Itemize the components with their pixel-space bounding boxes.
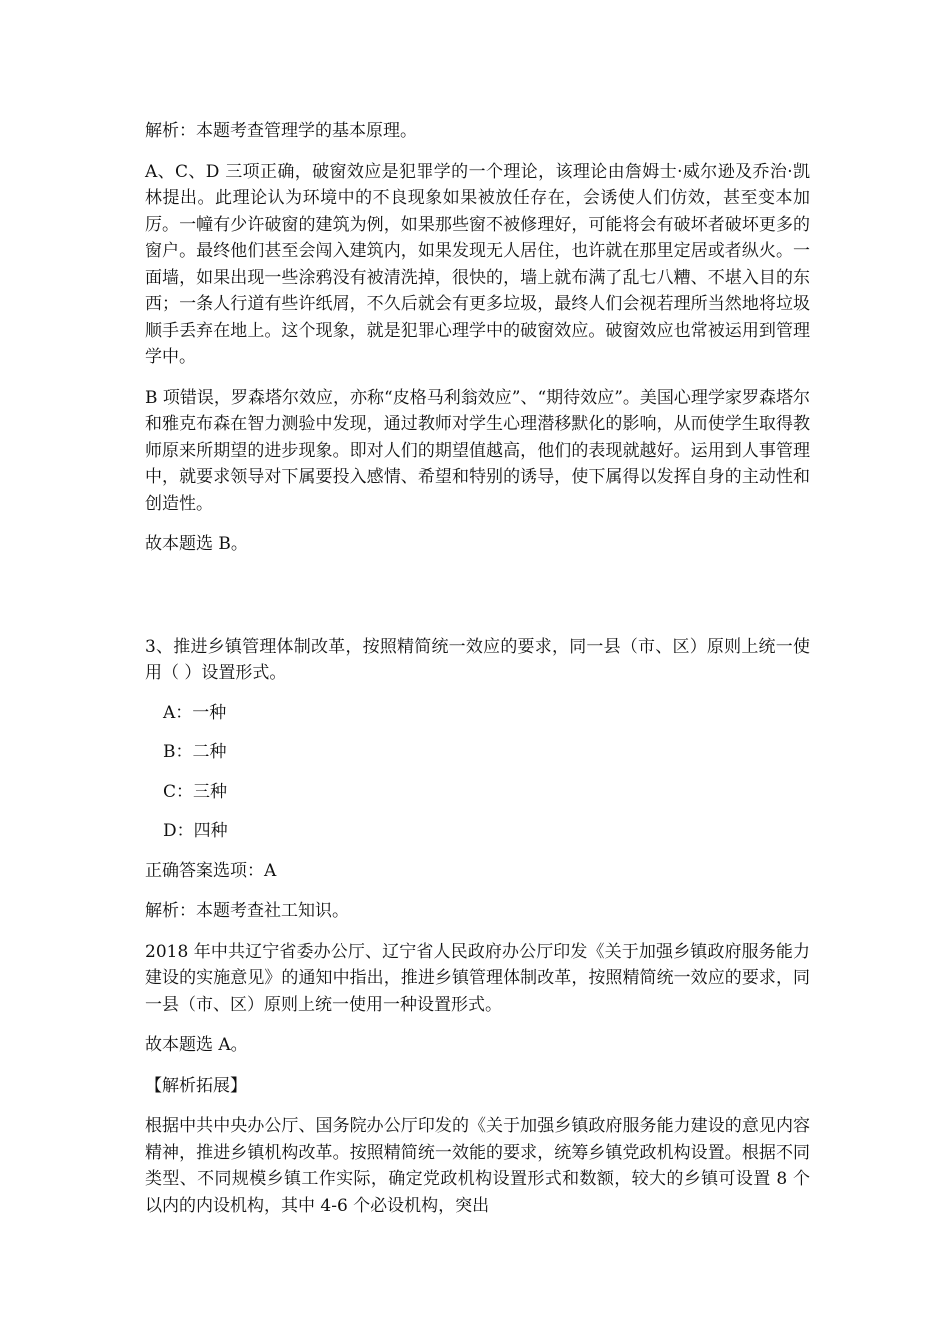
option-b: B：二种: [163, 742, 227, 762]
option-b-explanation: B 项错误，罗森塔尔效应，亦称“皮格马利翁效应”、“期待效应”。美国心理学家罗森塔尔和雅克布森在智力测验中发现，通过教师对学生心理潜移默化的影响，从而使学生取得教师原来所期望的进步现象。即对人们的期望值越高，他们的表现就越好。运用到人事管理中，就要求领导对下属要投入感情、希望和特别的诱导，使下属得以发挥自身的主动性和创造性。: [145, 387, 810, 514]
analysis-text: 解析：本题考查管理学的基本原理。: [145, 121, 417, 141]
option-c: C：三种: [163, 781, 228, 802]
section-spacer: [145, 572, 810, 634]
answer-explanation: 2018 年中共辽宁省委办公厅、辽宁省人民政府办公厅印发《关于加强乡镇政府服务能力建设的实施意见》的通知中指出，推进乡镇管理体制改革，按照精简统一效应的要求，同一县（市、区）原则上统一使用一种设置形式。: [145, 941, 810, 1015]
correct-answer: 正确答案选项：A: [145, 860, 277, 881]
analysis-text: 解析：本题考查社工知识。: [145, 901, 349, 921]
option-d: D：四种: [163, 821, 228, 841]
conclusion-text: 故本题选 A。: [145, 1035, 248, 1055]
option-a: A：一种: [163, 702, 227, 723]
extension-heading: 【解析拓展】: [145, 1075, 247, 1096]
question-stem: 3、推进乡镇管理体制改革，按照精简统一效应的要求，同一县（市、区）原则上统一使用（ ）设置形式。: [145, 636, 810, 683]
option-acd-explanation: A、C、D 三项正确，破窗效应是犯罪学的一个理论，该理论由詹姆士·威尔逊及乔治·凯林提出。此理论认为环境中的不良现象如果被放任存在，会诱使人们仿效，甚至变本加厉。一幢有少许破窗的建筑为例，如果那些窗不被修理好，可能将会有破坏者破坏更多的窗户。最终他们甚至会闯入建筑内，如果发现无人居住，也许就在那里定居或者纵火。一面墙，如果出现一些涂鸦没有被清洗掉，很快的，墙上就布满了乱七八糟、不堪入目的东西；一条人行道有些许纸屑，不久后就会有更多垃圾，最终人们会视若理所当然地将垃圾顺手丢弃在地上。这个现象，就是犯罪心理学中的破窗效应。破窗效应也常被运用到管理学中。: [145, 161, 810, 367]
conclusion-text: 故本题选 B。: [145, 534, 248, 554]
extension-text: 根据中共中央办公厅、国务院办公厅印发的《关于加强乡镇政府服务能力建设的意见内容精神，推进乡镇机构改革。按照精简统一效能的要求，统筹乡镇党政机构设置。根据不同类型、不同规模乡镇工作实际，确定党政机构设置形式和数额，较大的乡镇可设置 8 个以内的内设机构，其中 4-6 个必设机构，突出: [145, 1116, 810, 1216]
document-page: [145, 118, 810, 1233]
